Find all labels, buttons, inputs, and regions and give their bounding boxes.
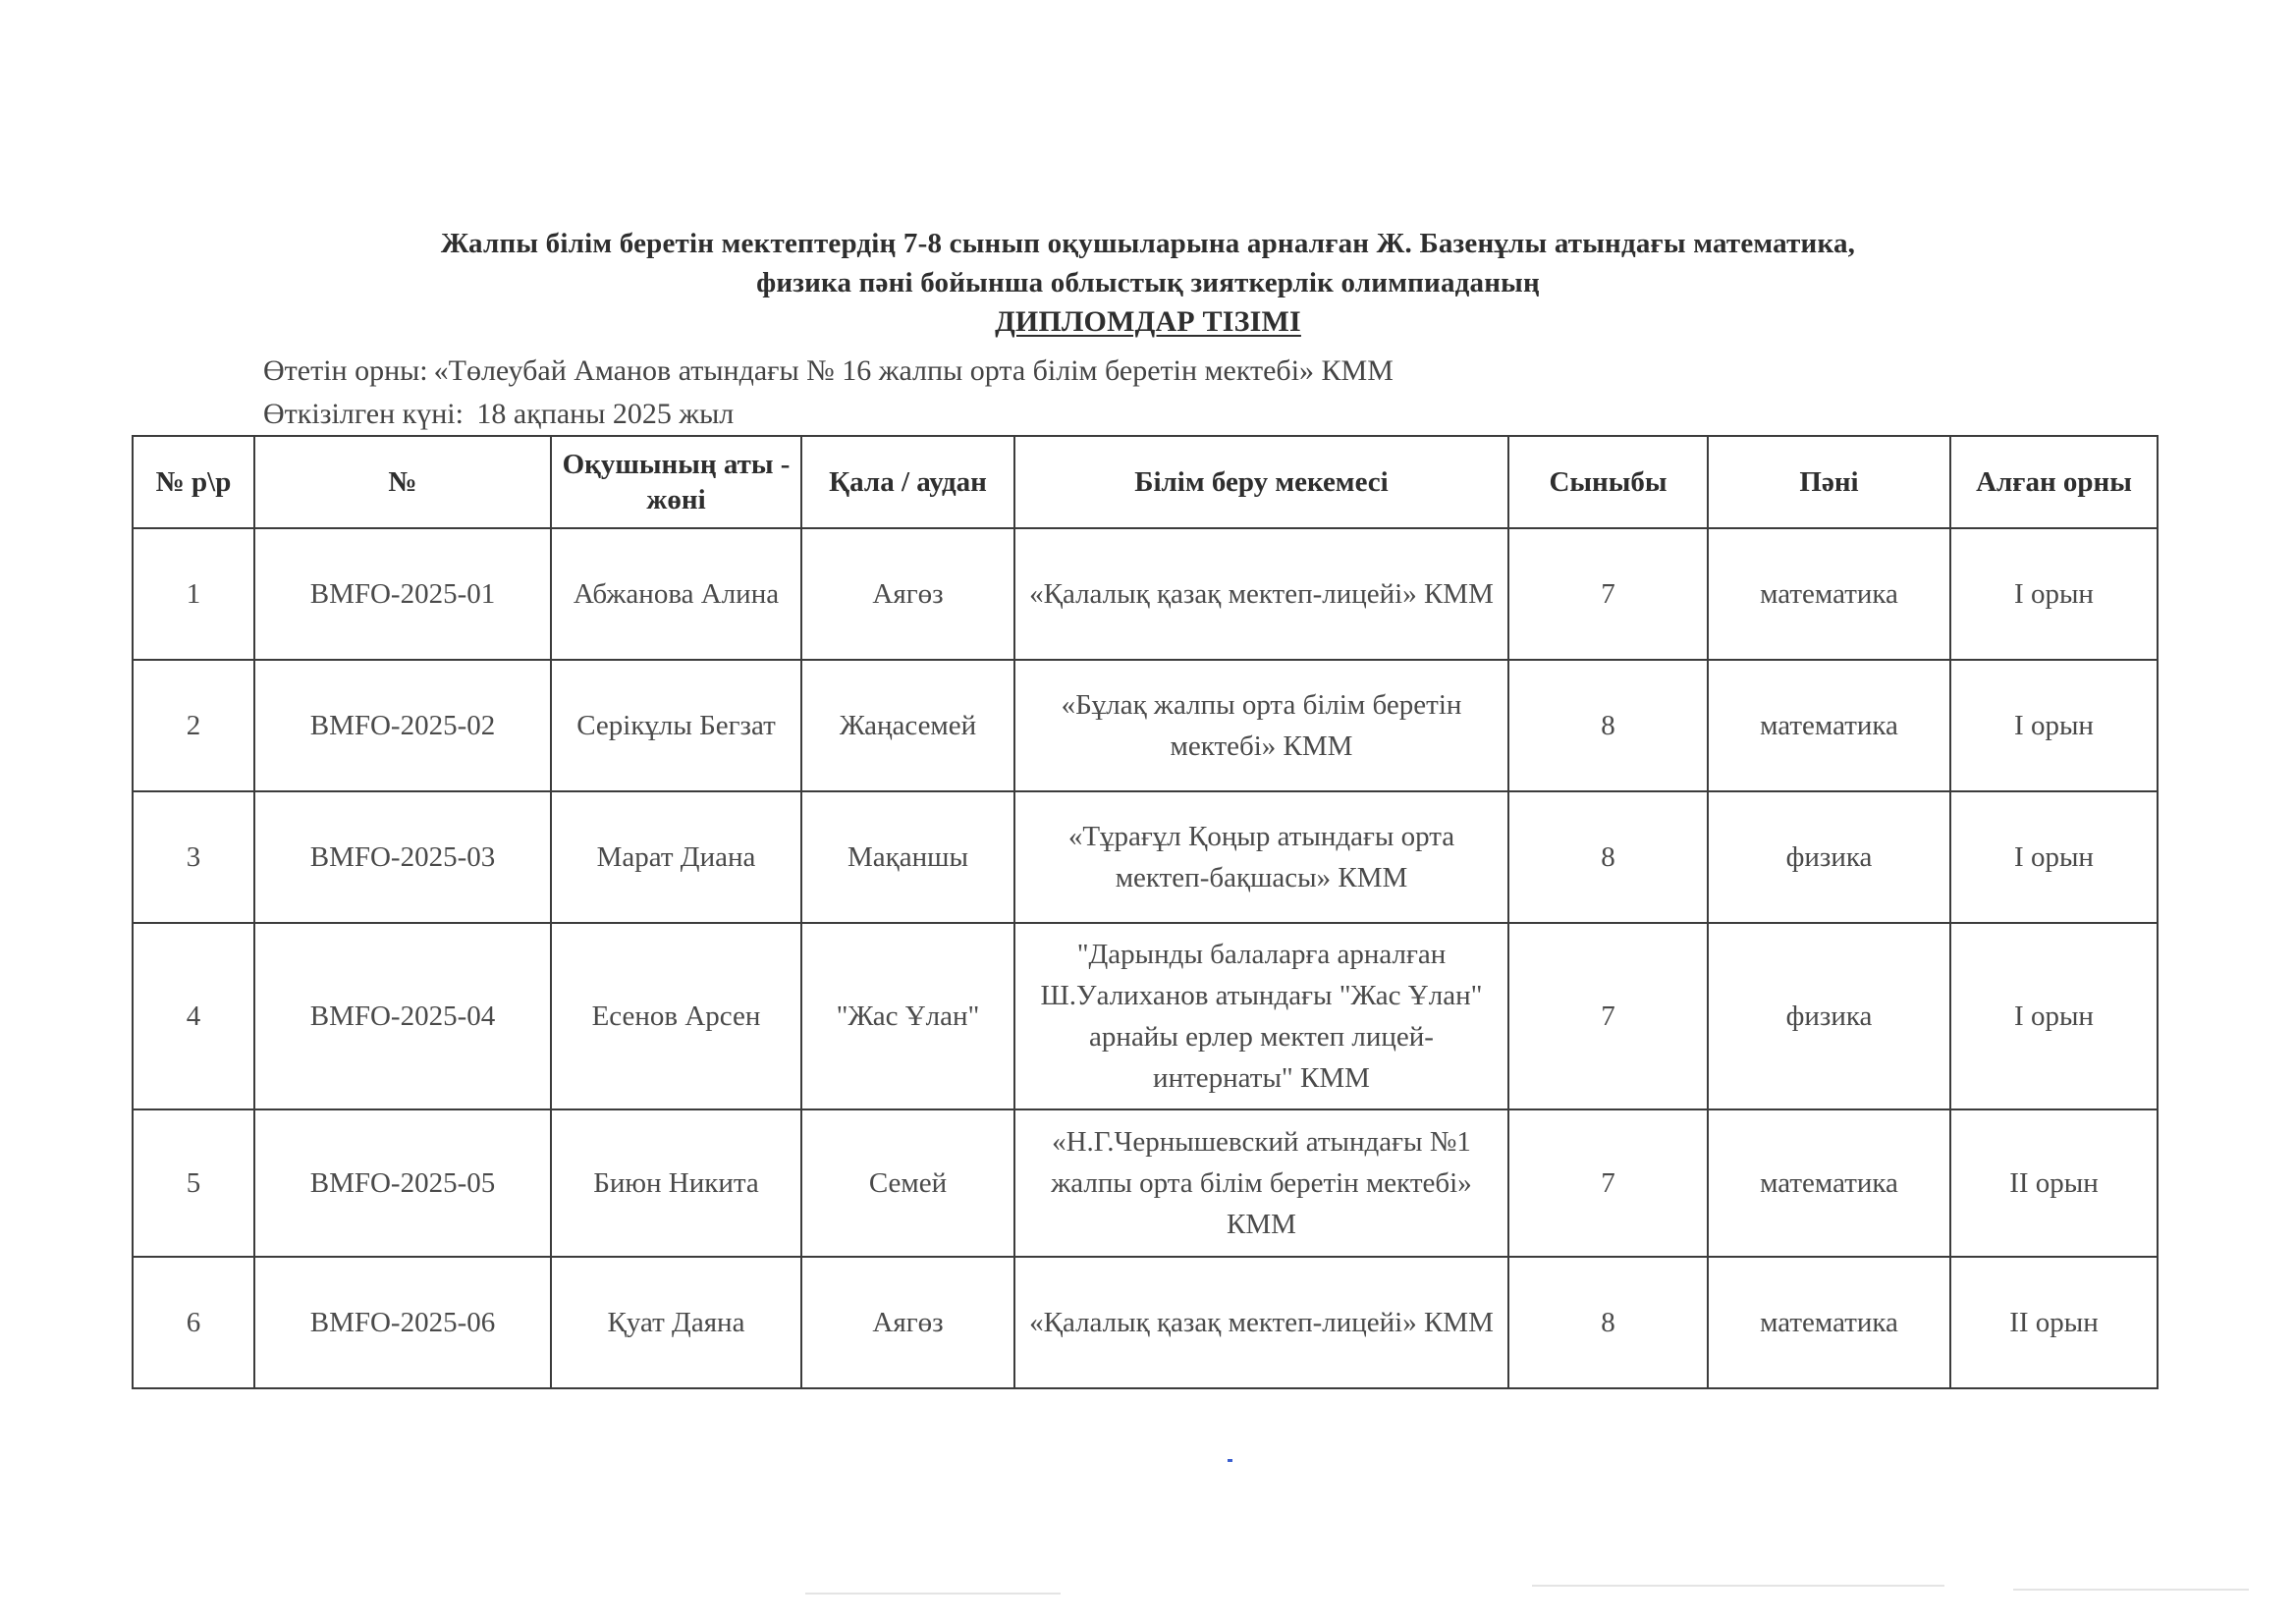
cell-subject: математика [1708, 528, 1950, 660]
cell-school: «Тұрағұл Қоңыр атындағы орта мектеп-бақшасы» КММ [1014, 791, 1508, 923]
cell-school: «Қалалық қазақ мектеп-лицейі» КММ [1014, 528, 1508, 660]
cell-subject: математика [1708, 1257, 1950, 1388]
cell-school: «Бұлақ жалпы орта білім беретін мектебі» КММ [1014, 660, 1508, 791]
document-title-line-2: физика пәні бойынша облыстық зияткерлік олимпиаданың [756, 267, 1540, 298]
cell-school: "Дарынды балаларға арналған Ш.Уалиханов атындағы "Жас Ұлан" арнайы ерлер мектеп лицей-интернаты" КММ [1014, 923, 1508, 1109]
header-place: Алған орны [1950, 436, 2158, 528]
cell-student-name: Есенов Арсен [551, 923, 801, 1109]
table-row [133, 923, 2158, 1109]
header-pp: № р\р [133, 436, 254, 528]
cell-student-name: Марат Диана [551, 791, 801, 923]
cell-subject: физика [1708, 923, 1950, 1109]
cell-city: Жаңасемей [801, 660, 1014, 791]
cell-grade: 7 [1508, 528, 1708, 660]
header-number: № [254, 436, 551, 528]
cell-number: BMFO-2025-02 [254, 660, 551, 791]
diploma-table [132, 435, 2159, 1389]
scan-streak [1532, 1585, 1944, 1587]
header-grade: Сыныбы [1508, 436, 1708, 528]
cell-grade: 8 [1508, 791, 1708, 923]
date-value: 18 ақпаны 2025 жыл [476, 398, 735, 430]
table-row [133, 791, 2158, 923]
cell-pp: 4 [133, 923, 254, 1109]
header-subject: Пәні [1708, 436, 1950, 528]
cell-place: II орын [1950, 1257, 2158, 1388]
cell-grade: 7 [1508, 923, 1708, 1109]
cell-pp: 5 [133, 1109, 254, 1257]
cell-pp: 2 [133, 660, 254, 791]
header-student-name: Оқушының аты - жөні [551, 436, 801, 528]
cell-place: II орын [1950, 1109, 2158, 1257]
header-school: Білім беру мекемесі [1014, 436, 1508, 528]
cell-number: BMFO-2025-04 [254, 923, 551, 1109]
cell-number: BMFO-2025-03 [254, 791, 551, 923]
cell-student-name: Серікұлы Бегзат [551, 660, 801, 791]
cell-pp: 3 [133, 791, 254, 923]
cell-number: BMFO-2025-05 [254, 1109, 551, 1257]
venue-line [263, 351, 1394, 391]
cell-place: I орын [1950, 660, 2158, 791]
header-city-district: Қала / аудан [801, 436, 1014, 528]
table-header-row [133, 436, 2158, 528]
document-title-line-1: Жалпы білім беретін мектептердің 7-8 сынып оқушыларына арналған Ж. Базенұлы атындағы математика, [440, 228, 1856, 259]
cell-subject: математика [1708, 1109, 1950, 1257]
venue-label: Өтетін орны: [263, 354, 428, 387]
cell-student-name: Абжанова Алина [551, 528, 801, 660]
cell-place: I орын [1950, 528, 2158, 660]
table-row [133, 1109, 2158, 1257]
venue-value: «Төлеубай Аманов атындағы № 16 жалпы орта білім беретін мектебі» КММ [433, 354, 1394, 387]
cell-student-name: Қуат Даяна [551, 1257, 801, 1388]
scan-streak [805, 1593, 1061, 1595]
cell-school: «Қалалық қазақ мектеп-лицейі» КММ [1014, 1257, 1508, 1388]
cell-city: "Жас Ұлан" [801, 923, 1014, 1109]
cell-subject: физика [1708, 791, 1950, 923]
cell-school: «Н.Г.Чернышевский атындағы №1 жалпы орта білім беретін мектебі» КММ [1014, 1109, 1508, 1257]
cell-grade: 8 [1508, 1257, 1708, 1388]
cell-number: BMFO-2025-01 [254, 528, 551, 660]
ink-dot-mark [1228, 1459, 1232, 1462]
cell-city: Семей [801, 1109, 1014, 1257]
scan-streak [2013, 1589, 2249, 1591]
cell-subject: математика [1708, 660, 1950, 791]
cell-pp: 1 [133, 528, 254, 660]
cell-place: I орын [1950, 791, 2158, 923]
document-title-diploma-list: ДИПЛОМДАР ТІЗІМІ [995, 305, 1301, 338]
cell-grade: 8 [1508, 660, 1708, 791]
date-line [263, 395, 734, 434]
cell-place: I орын [1950, 923, 2158, 1109]
cell-number: BMFO-2025-06 [254, 1257, 551, 1388]
table-row [133, 1257, 2158, 1388]
cell-pp: 6 [133, 1257, 254, 1388]
table-row [133, 660, 2158, 791]
cell-city: Мақаншы [801, 791, 1014, 923]
cell-student-name: Биюн Никита [551, 1109, 801, 1257]
cell-city: Аягөз [801, 1257, 1014, 1388]
cell-grade: 7 [1508, 1109, 1708, 1257]
cell-city: Аягөз [801, 528, 1014, 660]
table-row [133, 528, 2158, 660]
date-label: Өткізілген күні: [263, 398, 464, 430]
document-header [0, 224, 2296, 342]
